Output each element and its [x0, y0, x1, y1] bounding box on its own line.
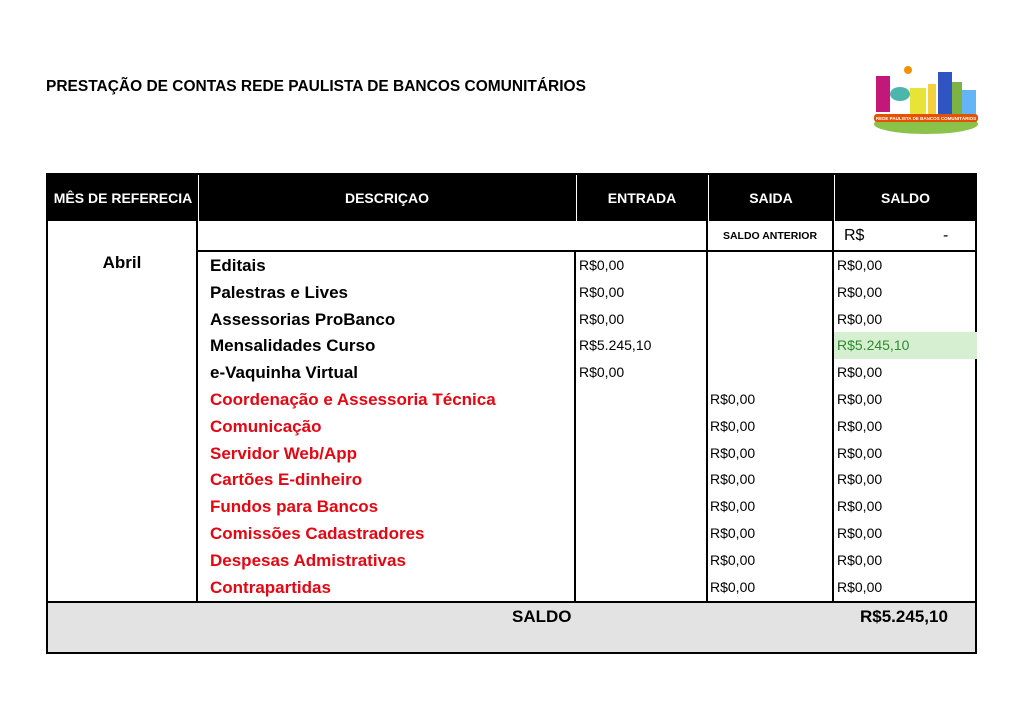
table-header: [48, 175, 975, 221]
table-row: [48, 466, 975, 493]
row-saldo: R$0,00: [837, 444, 883, 461]
row-entrada: R$5.245,10: [579, 337, 652, 354]
table-row: [48, 359, 975, 386]
row-saldo: R$0,00: [837, 578, 883, 595]
row-saldo: R$5.245,10: [834, 332, 977, 359]
row-saldo: R$0,00: [837, 525, 883, 541]
saldo-anterior-value: -: [943, 227, 949, 244]
row-saldo: R$0,00: [837, 551, 883, 568]
table-row: [48, 386, 975, 413]
row-entrada: R$0,00: [579, 310, 625, 327]
row-entrada: R$0,00: [579, 257, 625, 273]
table-row: [48, 413, 975, 440]
table-row: [48, 306, 975, 333]
header-saldo: SALDO: [881, 190, 930, 206]
table-row: [48, 493, 975, 520]
row-saida: R$0,00: [710, 444, 756, 461]
header-description: DESCRIÇAO: [198, 175, 577, 221]
table-row: [48, 332, 975, 359]
table-row: [48, 440, 975, 467]
row-description: Servidor Web/App: [210, 443, 358, 463]
row-description: Cartões E-dinheiro: [210, 470, 363, 490]
total-value: R$5.245,10: [860, 607, 948, 626]
total-row: [48, 601, 975, 652]
table-row: [48, 520, 975, 547]
row-description: Editais: [210, 256, 266, 275]
row-saldo: R$0,00: [837, 471, 883, 488]
row-description: e-Vaquinha Virtual: [210, 363, 359, 383]
row-saida: R$0,00: [710, 471, 756, 488]
row-description: Palestras e Lives: [210, 282, 348, 302]
row-saldo: R$0,00: [837, 498, 883, 515]
month-label: Abril: [102, 253, 142, 272]
table-row: [48, 574, 975, 601]
row-saida: R$0,00: [710, 498, 756, 515]
saldo-anterior-currency: R$: [844, 227, 865, 244]
svg-text:REDE PAULISTA DE BANCOS COMUNI: REDE PAULISTA DE BANCOS COMUNITÁRIOS: [875, 116, 977, 121]
row-description: Mensalidades Curso: [210, 336, 376, 356]
table-row: [48, 279, 975, 306]
organization-logo: [872, 64, 980, 136]
row-description: Coordenação e Assessoria Técnica: [210, 390, 496, 409]
row-entrada: R$0,00: [579, 283, 625, 300]
row-saida: R$0,00: [710, 391, 756, 407]
header-saida: SAIDA: [708, 175, 835, 221]
row-description: Fundos para Bancos: [210, 497, 379, 517]
row-description: Comunicação: [210, 416, 322, 436]
saldo-anterior-label: SALDO ANTERIOR: [722, 230, 818, 242]
row-saldo: R$0,00: [837, 391, 883, 407]
row-description: Despesas Admistrativas: [210, 550, 406, 570]
row-saldo: R$0,00: [837, 417, 883, 434]
row-description: Contrapartidas: [210, 577, 331, 597]
header-entrada: ENTRADA: [576, 175, 709, 221]
row-saldo: R$0,00: [837, 257, 883, 273]
table-row: [48, 252, 975, 279]
row-saldo: R$0,00: [837, 364, 883, 381]
row-saldo: R$0,00: [837, 310, 883, 327]
table-row: [48, 547, 975, 574]
row-description: Comissões Cadastradores: [210, 524, 425, 543]
row-saida: R$0,00: [710, 525, 756, 541]
accounts-table: [46, 173, 977, 654]
header-month: MÊS DE REFERECIA: [48, 175, 199, 221]
page-title: PRESTAÇÃO DE CONTAS REDE PAULISTA DE BANCOS COMUNITÁRIOS: [46, 78, 586, 95]
row-saida: R$0,00: [710, 551, 756, 568]
row-entrada: R$0,00: [579, 364, 625, 381]
row-description: Assessorias ProBanco: [210, 309, 396, 329]
total-label: SALDO: [512, 607, 572, 626]
row-saldo: R$0,00: [837, 283, 883, 300]
row-saida: R$0,00: [710, 417, 756, 434]
row-saida: R$0,00: [710, 578, 756, 595]
